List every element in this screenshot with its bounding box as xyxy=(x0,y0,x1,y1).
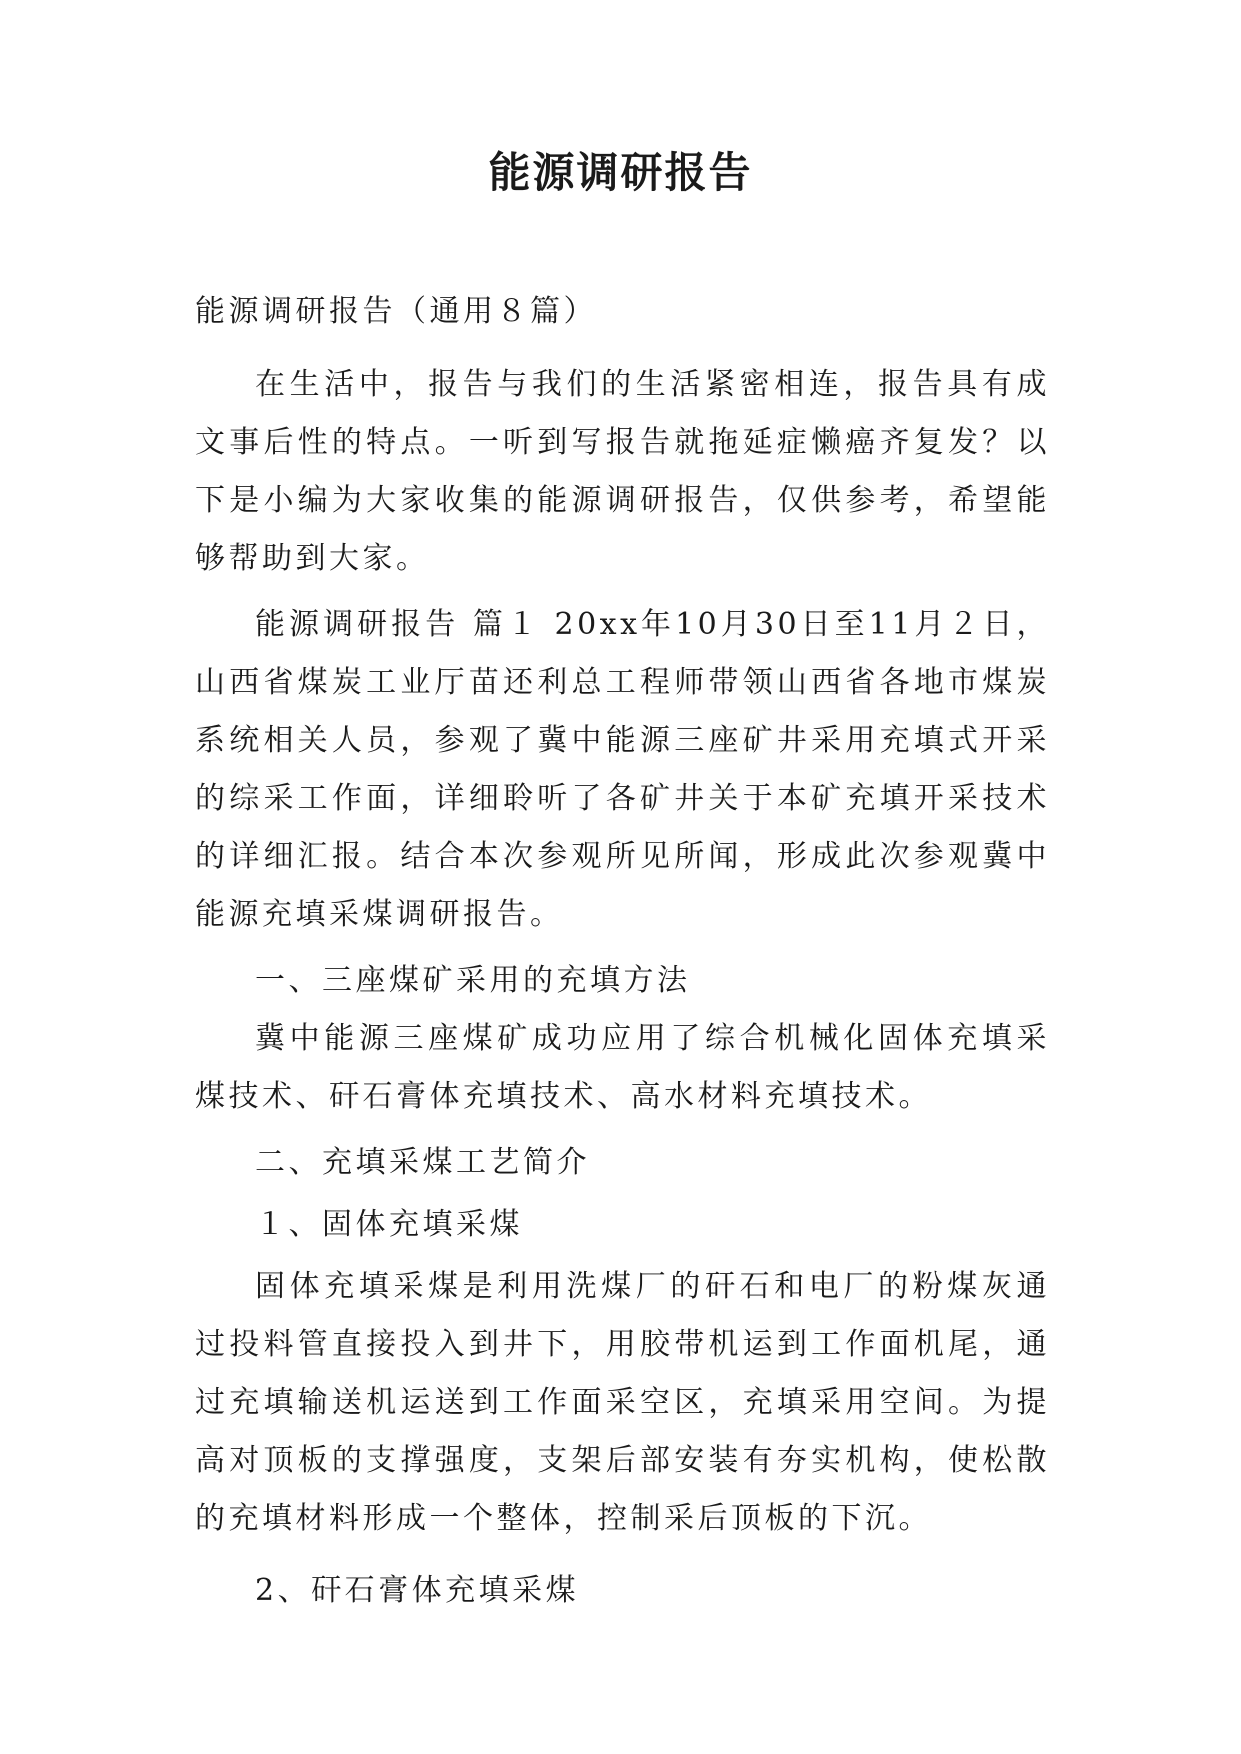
paragraph-fill-methods: 冀中能源三座煤矿成功应用了综合机械化固体充填采煤技术、矸石膏体充填技术、高水材料充填技术。 xyxy=(195,1021,1050,1114)
document-subtitle: 能源调研报告（通用８篇） xyxy=(195,294,597,329)
heading-process-intro: 二、充填采煤工艺简介 xyxy=(255,1145,590,1180)
heading-paste-fill: 2、矸石膏体充填采煤 xyxy=(255,1573,580,1608)
heading-fill-methods: 一、三座煤矿采用的充填方法 xyxy=(255,963,691,998)
document-body xyxy=(195,292,1050,1620)
document-title: 能源调研报告 xyxy=(488,148,753,197)
paragraph-intro: 在生活中，报告与我们的生活紧密相连，报告具有成文事后性的特点。一听到写报告就拖延症懒癌齐复发？以下是小编为大家收集的能源调研报告，仅供参考，希望能够帮助到大家。 xyxy=(195,367,1050,576)
heading-solid-fill: １、固体充填采煤 xyxy=(255,1207,523,1242)
paragraph-section-1: 能源调研报告 篇１ 20xx年10月30日至11月２日，山西省煤炭工业厅苗还利总工程师带领山西省各地市煤炭系统相关人员，参观了冀中能源三座矿井采用充填式开采的综采工作面，详细聆听了各矿井关于本矿充填开采技术的详细汇报。结合本次参观所见所闻，形成此次参观冀中能源充填采煤调研报告。 xyxy=(195,607,1050,932)
paragraph-solid-fill: 固体充填采煤是利用洗煤厂的矸石和电厂的粉煤灰通过投料管直接投入到井下，用胶带机运到工作面机尾，通过充填输送机运送到工作面采空区，充填采用空间。为提高对顶板的支撑强度，支架后部安装有夯实机构，使松散的充填材料形成一个整体，控制采后顶板的下沉。 xyxy=(195,1269,1050,1536)
